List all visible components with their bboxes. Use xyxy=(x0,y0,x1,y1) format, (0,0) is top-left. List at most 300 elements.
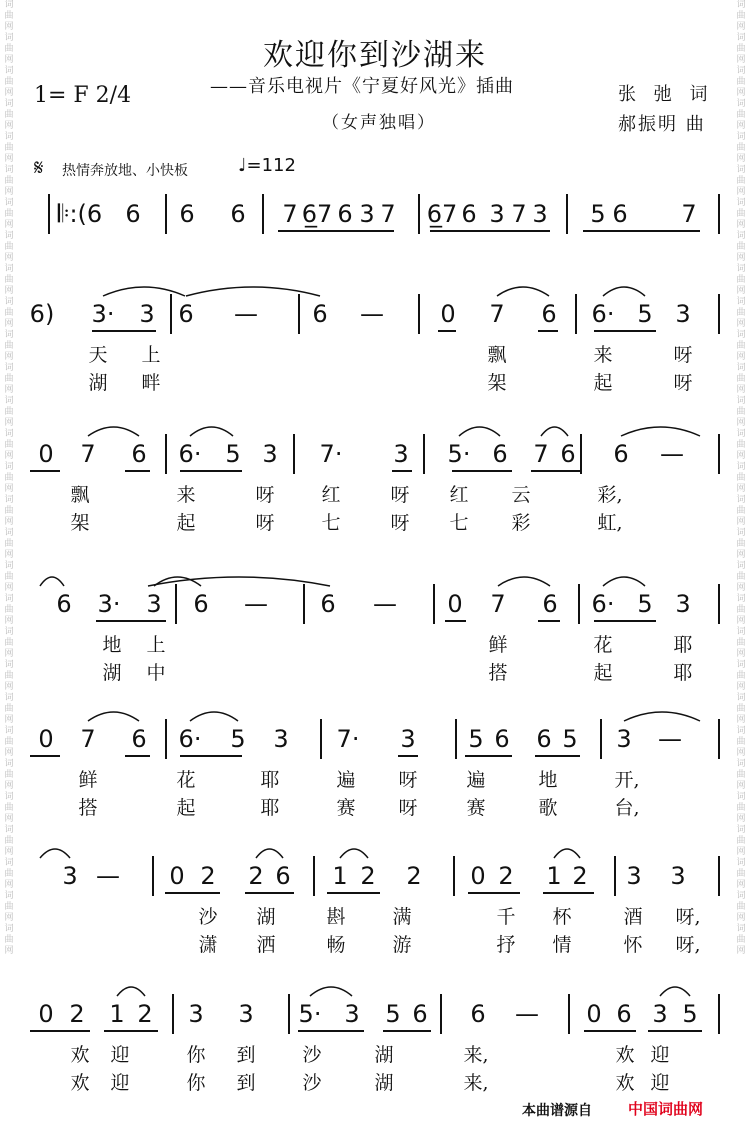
watermark-char: 曲 xyxy=(4,506,14,516)
lyric-verse-1: 酒 xyxy=(623,906,643,928)
watermark-char: 曲 xyxy=(4,11,14,21)
jianpu-note: 6 xyxy=(125,200,141,228)
lyric-verse-2: 七 xyxy=(449,512,469,534)
watermark-char: 曲 xyxy=(4,605,14,615)
jianpu-note: 1 xyxy=(546,862,562,890)
jianpu-note: 6 xyxy=(613,440,629,468)
jianpu-note: 3 xyxy=(626,862,642,890)
watermark-char: 曲 xyxy=(736,737,746,747)
watermark-char: 曲 xyxy=(736,671,746,681)
watermark-char: 网 xyxy=(736,550,746,560)
watermark-char: 曲 xyxy=(4,110,14,120)
watermark-char: 曲 xyxy=(4,143,14,153)
watermark-char: 曲 xyxy=(4,902,14,912)
jianpu-note: 6 xyxy=(131,440,147,468)
watermark-char: 词 xyxy=(4,198,14,208)
watermark-char: 网 xyxy=(4,286,14,296)
watermark-char: 网 xyxy=(4,616,14,626)
lyric-verse-1: 红 xyxy=(449,484,469,506)
lyric-verse-1: 地 xyxy=(538,769,558,791)
jianpu-note: 5 xyxy=(562,725,578,753)
jianpu-note: 7 xyxy=(490,590,506,618)
lyric-verse-2: 情 xyxy=(552,934,572,956)
jianpu-note: 3 xyxy=(359,200,375,228)
watermark-char: 网 xyxy=(4,253,14,263)
lyric-verse-1: 飘 xyxy=(70,484,90,506)
lyric-verse-1: 云 xyxy=(511,484,531,506)
watermark-char: 词 xyxy=(4,66,14,76)
voice-type: （女声独唱） xyxy=(322,113,436,133)
jianpu-note: 6 xyxy=(275,862,291,890)
jianpu-note: 7 xyxy=(681,200,697,228)
lyric-verse-2: 耶 xyxy=(260,797,280,819)
watermark-char: 曲 xyxy=(736,506,746,516)
lyric-verse-1: 花 xyxy=(176,769,196,791)
lyric-verse-1: 呀 xyxy=(673,344,693,366)
jianpu-note: 7 xyxy=(489,300,505,328)
lyric-verse-1: 欢 xyxy=(70,1044,90,1066)
watermark-char: 词 xyxy=(4,462,14,472)
jianpu-note: 6 xyxy=(542,590,558,618)
jianpu-note: 0 xyxy=(38,1000,54,1028)
jianpu-note: 6̲7 xyxy=(301,200,333,228)
lyric-verse-2: 你 xyxy=(186,1072,206,1094)
lyric-verse-1: 欢 xyxy=(615,1044,635,1066)
lyric-verse-2: 呀 xyxy=(673,372,693,394)
jianpu-note: 2 xyxy=(406,862,422,890)
watermark-char: 曲 xyxy=(736,869,746,879)
watermark-char: 曲 xyxy=(736,770,746,780)
watermark-char: 曲 xyxy=(736,407,746,417)
watermark-char: 词 xyxy=(4,693,14,703)
watermark-char: 词 xyxy=(736,297,746,307)
lyric-verse-1: 来, xyxy=(463,1044,489,1066)
watermark-char: 网 xyxy=(4,682,14,692)
watermark-char: 曲 xyxy=(4,407,14,417)
watermark-char: 网 xyxy=(4,352,14,362)
lyric-verse-1: 湖 xyxy=(256,906,276,928)
lyric-verse-2: 虹, xyxy=(597,512,623,534)
watermark-char: 网 xyxy=(736,880,746,890)
lyric-verse-1: 迎 xyxy=(650,1044,670,1066)
jianpu-note: 0 xyxy=(470,862,486,890)
lyric-verse-1: 鲜 xyxy=(488,634,508,656)
watermark-char: 词 xyxy=(736,462,746,472)
lyric-verse-1: 杯 xyxy=(552,906,572,928)
watermark-char: 词 xyxy=(736,165,746,175)
watermark-char: 网 xyxy=(4,55,14,65)
watermark-char: 曲 xyxy=(4,44,14,54)
jianpu-note: 0 xyxy=(447,590,463,618)
watermark-char: 网 xyxy=(736,616,746,626)
watermark-char: 曲 xyxy=(4,638,14,648)
watermark-char: 曲 xyxy=(736,143,746,153)
watermark-char: 词 xyxy=(4,627,14,637)
watermark-char: 网 xyxy=(736,484,746,494)
jianpu-note: — xyxy=(658,725,682,753)
watermark-char: 词 xyxy=(736,792,746,802)
watermark-char: 词 xyxy=(4,858,14,868)
watermark-char: 词 xyxy=(4,396,14,406)
watermark-char: 网 xyxy=(4,814,14,824)
watermark-char: 词 xyxy=(736,396,746,406)
jianpu-note: 6 xyxy=(560,440,576,468)
watermark-char: 曲 xyxy=(4,836,14,846)
jianpu-note: — xyxy=(234,300,258,328)
watermark-char: 网 xyxy=(736,22,746,32)
lyric-verse-1: 地 xyxy=(102,634,122,656)
lyric-verse-2: 迎 xyxy=(650,1072,670,1094)
jianpu-note: 6 xyxy=(461,200,477,228)
lyric-verse-1: 上 xyxy=(141,344,161,366)
jianpu-note: 2 xyxy=(498,862,514,890)
watermark-char: 词 xyxy=(4,825,14,835)
watermark-char: 曲 xyxy=(736,242,746,252)
watermark-char: 词 xyxy=(736,561,746,571)
watermark-char: 网 xyxy=(4,22,14,32)
watermark-char: 网 xyxy=(4,946,14,956)
watermark-char: 曲 xyxy=(4,704,14,714)
watermark-char: 网 xyxy=(4,715,14,725)
jianpu-note: — xyxy=(244,590,268,618)
watermark-char: 词 xyxy=(736,66,746,76)
jianpu-note: 6 xyxy=(230,200,246,228)
lyric-verse-1: 飘 xyxy=(487,344,507,366)
lyric-verse-2: 架 xyxy=(487,372,507,394)
watermark-char: 曲 xyxy=(4,242,14,252)
lyric-verse-2: 起 xyxy=(176,797,196,819)
watermark-char: 词 xyxy=(736,693,746,703)
watermark-char: 网 xyxy=(4,187,14,197)
watermark-char: 网 xyxy=(4,418,14,428)
lyric-verse-2: 洒 xyxy=(256,934,276,956)
lyric-verse-1: 耶 xyxy=(673,634,693,656)
lyric-verse-2: 潇 xyxy=(198,934,218,956)
watermark-char: 词 xyxy=(736,99,746,109)
jianpu-note: 6 xyxy=(612,200,628,228)
jianpu-note: 6 xyxy=(494,725,510,753)
watermark-char: 曲 xyxy=(736,836,746,846)
lyric-verse-2: 呀 xyxy=(255,512,275,534)
watermark-char: 词 xyxy=(4,792,14,802)
jianpu-note: 3 xyxy=(273,725,289,753)
lyric-verse-1: 湖 xyxy=(374,1044,394,1066)
jianpu-note: 5· xyxy=(447,440,471,468)
jianpu-note: 6 xyxy=(312,300,328,328)
lyric-verse-2: 沙 xyxy=(302,1072,322,1094)
watermark-char: 曲 xyxy=(736,275,746,285)
lyric-verse-2: 欢 xyxy=(615,1072,635,1094)
lyricist-credit: 张 弛 词 xyxy=(618,84,714,105)
jianpu-note: 3 xyxy=(675,590,691,618)
watermark-char: 词 xyxy=(736,759,746,769)
watermark-char: 网 xyxy=(736,319,746,329)
jianpu-note: 6 xyxy=(492,440,508,468)
watermark-char: 网 xyxy=(736,715,746,725)
watermark-char: 网 xyxy=(4,220,14,230)
lyric-verse-2: 抒 xyxy=(496,934,516,956)
watermark-char: 网 xyxy=(736,418,746,428)
jianpu-note: 3 xyxy=(393,440,409,468)
watermark-char: 词 xyxy=(736,528,746,538)
watermark-char: 曲 xyxy=(736,605,746,615)
lyric-verse-2: 歌 xyxy=(538,797,558,819)
lyric-verse-1: 来 xyxy=(176,484,196,506)
watermark-char: 网 xyxy=(736,55,746,65)
watermark-char: 网 xyxy=(736,649,746,659)
watermark-char: 曲 xyxy=(4,935,14,945)
source-label: 本曲谱源自 xyxy=(522,1103,592,1119)
lyric-verse-1: 斟 xyxy=(326,906,346,928)
watermark-char: 词 xyxy=(4,264,14,274)
watermark-char: 网 xyxy=(736,154,746,164)
jianpu-note: 6 xyxy=(616,1000,632,1028)
lyric-verse-1: 到 xyxy=(236,1044,256,1066)
watermark-char: 网 xyxy=(4,121,14,131)
lyric-verse-1: 沙 xyxy=(302,1044,322,1066)
jianpu-note: 6 xyxy=(56,590,72,618)
jianpu-note: 6) xyxy=(29,300,55,328)
watermark-char: 网 xyxy=(4,88,14,98)
watermark-char: 网 xyxy=(736,583,746,593)
jianpu-note: 3 xyxy=(188,1000,204,1028)
lyric-verse-2: 起 xyxy=(176,512,196,534)
jianpu-note: — xyxy=(96,862,120,890)
jianpu-note: 0 xyxy=(440,300,456,328)
lyric-verse-1: 呀 xyxy=(390,484,410,506)
watermark-char: 词 xyxy=(4,528,14,538)
watermark-char: 词 xyxy=(736,726,746,736)
lyric-verse-2: 怀 xyxy=(623,934,643,956)
jianpu-note: — xyxy=(360,300,384,328)
watermark-char: 网 xyxy=(4,649,14,659)
watermark-char: 网 xyxy=(736,781,746,791)
watermark-char: 网 xyxy=(736,682,746,692)
jianpu-note: 1 xyxy=(332,862,348,890)
lyric-verse-2: 游 xyxy=(392,934,412,956)
watermark-char: 曲 xyxy=(736,539,746,549)
jianpu-note: 2 xyxy=(137,1000,153,1028)
watermark-char: 网 xyxy=(736,352,746,362)
metronome-mark: ♩=112 xyxy=(238,155,296,176)
jianpu-note: 2 xyxy=(200,862,216,890)
watermark-char: 网 xyxy=(736,814,746,824)
watermark-char: 曲 xyxy=(4,737,14,747)
lyric-verse-1: 耶 xyxy=(260,769,280,791)
watermark-char: 曲 xyxy=(736,11,746,21)
watermark-char: 词 xyxy=(736,825,746,835)
watermark-char: 曲 xyxy=(4,308,14,318)
watermark-char: 词 xyxy=(736,924,746,934)
lyric-verse-2: 湖 xyxy=(88,372,108,394)
watermark-char: 曲 xyxy=(4,440,14,450)
lyric-verse-2: 赛 xyxy=(336,797,356,819)
watermark-char: 词 xyxy=(4,297,14,307)
watermark-char: 词 xyxy=(4,561,14,571)
lyric-verse-2: 七 xyxy=(321,512,341,534)
lyric-verse-1: 呀 xyxy=(255,484,275,506)
lyric-verse-1: 花 xyxy=(593,634,613,656)
jianpu-note: 6 xyxy=(131,725,147,753)
watermark-char: 词 xyxy=(736,891,746,901)
watermark-char: 网 xyxy=(4,154,14,164)
watermark-char: 曲 xyxy=(736,440,746,450)
watermark-char: 词 xyxy=(736,231,746,241)
lyric-verse-1: 上 xyxy=(146,634,166,656)
jianpu-note: 7 xyxy=(80,440,96,468)
jianpu-note: 0 xyxy=(169,862,185,890)
watermark-char: 曲 xyxy=(736,77,746,87)
lyric-verse-2: 呀 xyxy=(398,797,418,819)
watermark-char: 词 xyxy=(4,891,14,901)
watermark-char: 曲 xyxy=(736,341,746,351)
jianpu-note: 3 xyxy=(139,300,155,328)
jianpu-note: 6· xyxy=(178,440,202,468)
lyric-verse-2: 搭 xyxy=(488,662,508,684)
lyric-verse-1: 来 xyxy=(593,344,613,366)
watermark-char: 网 xyxy=(736,286,746,296)
jianpu-note: 0 xyxy=(38,725,54,753)
lyric-verse-2: 搭 xyxy=(78,797,98,819)
lyric-verse-1: 千 xyxy=(496,906,516,928)
jianpu-note: 0 xyxy=(586,1000,602,1028)
lyric-verse-1: 天 xyxy=(88,344,108,366)
jianpu-note: 6 xyxy=(412,1000,428,1028)
lyric-verse-2: 耶 xyxy=(673,662,693,684)
key-signature: 1= F 2/4 xyxy=(34,83,132,108)
jianpu-note: 5 xyxy=(637,300,653,328)
lyric-verse-2: 台, xyxy=(614,797,640,819)
watermark-char: 网 xyxy=(736,913,746,923)
jianpu-note: 6 xyxy=(193,590,209,618)
watermark-char: 网 xyxy=(736,748,746,758)
watermark-char: 曲 xyxy=(736,374,746,384)
jianpu-note: 3 xyxy=(262,440,278,468)
jianpu-note: — xyxy=(373,590,397,618)
watermark-char: 曲 xyxy=(736,572,746,582)
song-subtitle: ——音乐电视片《宁夏好风光》插曲 xyxy=(210,76,514,97)
jianpu-note: 6 xyxy=(337,200,353,228)
watermark-char: 曲 xyxy=(4,209,14,219)
watermark-char: 曲 xyxy=(736,209,746,219)
watermark-char: 词 xyxy=(4,231,14,241)
watermark-char: 网 xyxy=(4,913,14,923)
lyric-verse-2: 呀, xyxy=(675,934,701,956)
watermark-char: 词 xyxy=(736,0,746,10)
jianpu-note: 2 xyxy=(248,862,264,890)
jianpu-note: 7 xyxy=(380,200,396,228)
lyric-verse-2: 赛 xyxy=(466,797,486,819)
watermark-char: 曲 xyxy=(4,77,14,87)
watermark-char: 词 xyxy=(4,165,14,175)
lyric-verse-2: 呀 xyxy=(390,512,410,534)
song-title: 欢迎你到沙湖来 xyxy=(263,38,487,73)
jianpu-note: 3 xyxy=(532,200,548,228)
watermark-char: 曲 xyxy=(4,671,14,681)
jianpu-note: 6· xyxy=(591,300,615,328)
watermark-char: 曲 xyxy=(736,902,746,912)
slur xyxy=(310,987,352,996)
watermark-char: 曲 xyxy=(736,473,746,483)
lyric-verse-1: 遍 xyxy=(336,769,356,791)
watermark-char: 网 xyxy=(4,880,14,890)
jianpu-note: 3 xyxy=(675,300,691,328)
lyric-verse-2: 湖 xyxy=(102,662,122,684)
watermark-char: 曲 xyxy=(736,803,746,813)
watermark-char: 网 xyxy=(736,517,746,527)
lyric-verse-2: 湖 xyxy=(374,1072,394,1094)
watermark-char: 网 xyxy=(736,451,746,461)
jianpu-note: 7 xyxy=(533,440,549,468)
watermark-char: 网 xyxy=(4,847,14,857)
lyric-verse-1: 满 xyxy=(392,906,412,928)
jianpu-note: 7 xyxy=(511,200,527,228)
watermark-char: 网 xyxy=(736,847,746,857)
watermark-char: 词 xyxy=(4,0,14,10)
watermark-char: 曲 xyxy=(736,704,746,714)
jianpu-note: 5 xyxy=(590,200,606,228)
jianpu-note: 3 xyxy=(344,1000,360,1028)
lyric-verse-2: 欢 xyxy=(70,1072,90,1094)
lyric-verse-1: 呀, xyxy=(675,906,701,928)
jianpu-note: 3· xyxy=(91,300,115,328)
watermark-char: 词 xyxy=(736,330,746,340)
segno-icon: 𝄋 xyxy=(34,156,44,181)
watermark-char: 词 xyxy=(4,33,14,43)
slur xyxy=(117,987,145,996)
watermark-char: 网 xyxy=(4,385,14,395)
jianpu-note: 2 xyxy=(360,862,376,890)
jianpu-note: 2 xyxy=(69,1000,85,1028)
jianpu-note: 6· xyxy=(178,725,202,753)
watermark-char: 曲 xyxy=(736,110,746,120)
watermark-char: 词 xyxy=(736,363,746,373)
jianpu-note: 5· xyxy=(298,1000,322,1028)
watermark-char: 网 xyxy=(736,253,746,263)
watermark-char: 曲 xyxy=(736,308,746,318)
jianpu-note: 5 xyxy=(230,725,246,753)
watermark-char: 曲 xyxy=(736,935,746,945)
watermark-char: 词 xyxy=(736,495,746,505)
jianpu-note: 7 xyxy=(282,200,298,228)
jianpu-note: 7· xyxy=(336,725,360,753)
watermark-char: 曲 xyxy=(4,473,14,483)
watermark-char: 网 xyxy=(4,484,14,494)
watermark-char: 词 xyxy=(4,924,14,934)
lyric-verse-1: 彩, xyxy=(597,484,623,506)
watermark-char: 词 xyxy=(4,759,14,769)
jianpu-note: 3 xyxy=(616,725,632,753)
lyric-verse-1: 沙 xyxy=(198,906,218,928)
lyric-verse-1: 你 xyxy=(186,1044,206,1066)
watermark-char: 网 xyxy=(4,319,14,329)
jianpu-note: 7 xyxy=(80,725,96,753)
lyric-verse-1: 开, xyxy=(614,769,640,791)
jianpu-note: 3 xyxy=(146,590,162,618)
jianpu-note: 0 xyxy=(38,440,54,468)
jianpu-note: 3· xyxy=(97,590,121,618)
jianpu-note: 6 xyxy=(178,300,194,328)
lyric-verse-2: 畔 xyxy=(141,372,161,394)
jianpu-note: 3 xyxy=(489,200,505,228)
jianpu-note: 𝄆:(6 xyxy=(57,200,103,228)
watermark-char: 词 xyxy=(4,99,14,109)
lyric-verse-2: 到 xyxy=(236,1072,256,1094)
watermark-char: 曲 xyxy=(736,44,746,54)
watermark-char: 网 xyxy=(4,748,14,758)
jianpu-note: 5 xyxy=(637,590,653,618)
composer-credit: 郝振明 曲 xyxy=(618,114,706,135)
